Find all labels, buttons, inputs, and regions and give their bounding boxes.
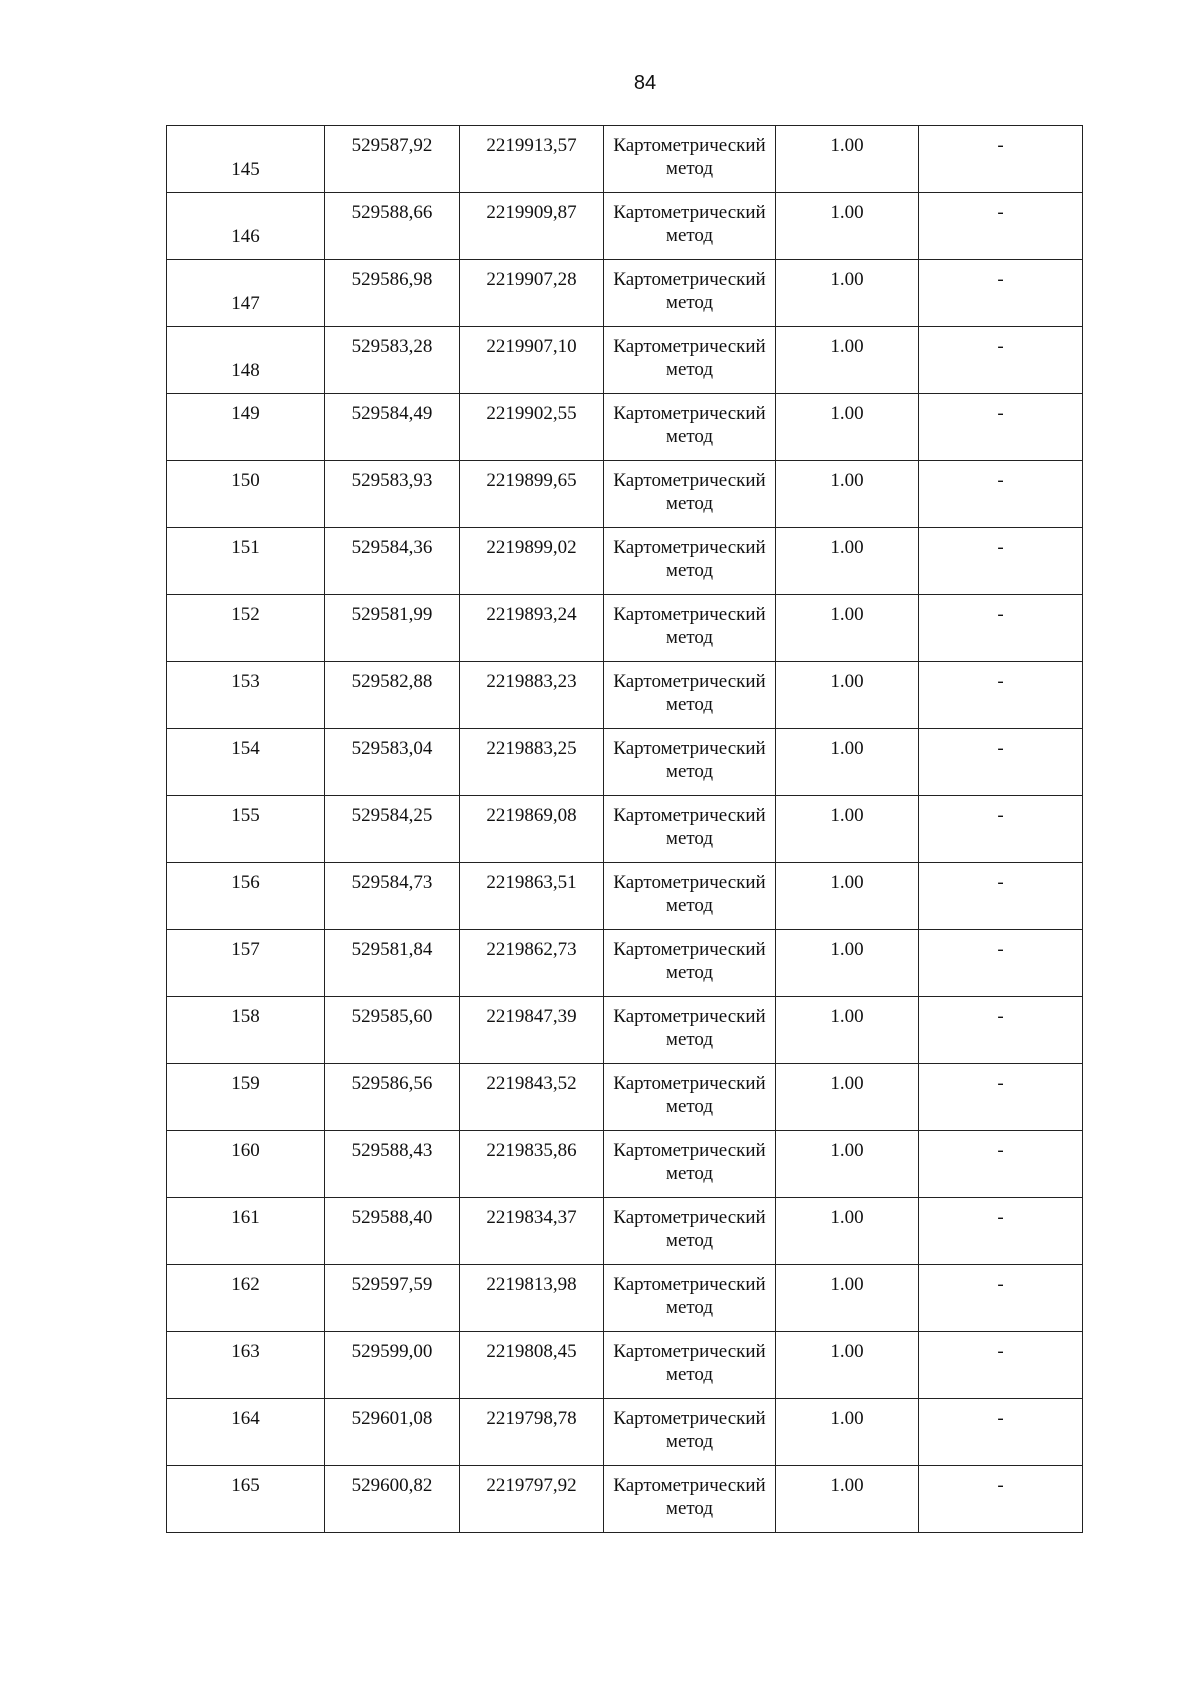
x-coordinate-cell: 529585,60 xyxy=(325,997,460,1064)
x-coordinate-cell: 529597,59 xyxy=(325,1265,460,1332)
method-cell: Картометрический метод xyxy=(604,394,776,461)
accuracy-cell: 1.00 xyxy=(776,327,919,394)
note-cell: - xyxy=(919,1265,1083,1332)
method-cell: Картометрический метод xyxy=(604,126,776,193)
table-row xyxy=(167,595,1083,662)
x-coordinate-cell: 529584,25 xyxy=(325,796,460,863)
note-cell: - xyxy=(919,126,1083,193)
accuracy-cell: 1.00 xyxy=(776,729,919,796)
point-number-cell: 152 xyxy=(167,595,325,662)
x-coordinate-cell: 529583,04 xyxy=(325,729,460,796)
method-cell: Картометрический метод xyxy=(604,930,776,997)
table-row xyxy=(167,528,1083,595)
note-cell: - xyxy=(919,1332,1083,1399)
x-coordinate-cell: 529599,00 xyxy=(325,1332,460,1399)
accuracy-cell: 1.00 xyxy=(776,1265,919,1332)
accuracy-cell: 1.00 xyxy=(776,997,919,1064)
x-coordinate-cell: 529600,82 xyxy=(325,1466,460,1533)
method-cell: Картометрический метод xyxy=(604,1332,776,1399)
table-row xyxy=(167,1064,1083,1131)
accuracy-cell: 1.00 xyxy=(776,1198,919,1265)
note-cell: - xyxy=(919,1399,1083,1466)
note-cell: - xyxy=(919,729,1083,796)
table-row xyxy=(167,193,1083,260)
method-cell: Картометрический метод xyxy=(604,327,776,394)
table-row xyxy=(167,1265,1083,1332)
x-coordinate-cell: 529588,40 xyxy=(325,1198,460,1265)
y-coordinate-cell: 2219883,23 xyxy=(460,662,604,729)
note-cell: - xyxy=(919,193,1083,260)
point-number-cell: 150 xyxy=(167,461,325,528)
table-row xyxy=(167,260,1083,327)
method-cell: Картометрический метод xyxy=(604,796,776,863)
accuracy-cell: 1.00 xyxy=(776,1332,919,1399)
accuracy-cell: 1.00 xyxy=(776,126,919,193)
y-coordinate-cell: 2219813,98 xyxy=(460,1265,604,1332)
note-cell: - xyxy=(919,796,1083,863)
x-coordinate-cell: 529584,73 xyxy=(325,863,460,930)
table-row xyxy=(167,729,1083,796)
note-cell: - xyxy=(919,260,1083,327)
y-coordinate-cell: 2219797,92 xyxy=(460,1466,604,1533)
note-cell: - xyxy=(919,394,1083,461)
method-cell: Картометрический метод xyxy=(604,595,776,662)
table-row xyxy=(167,796,1083,863)
method-cell: Картометрический метод xyxy=(604,1466,776,1533)
table-row xyxy=(167,126,1083,193)
point-number-cell: 147 xyxy=(167,260,325,327)
point-number-cell: 164 xyxy=(167,1399,325,1466)
note-cell: - xyxy=(919,595,1083,662)
table-row xyxy=(167,930,1083,997)
y-coordinate-cell: 2219869,08 xyxy=(460,796,604,863)
accuracy-cell: 1.00 xyxy=(776,1466,919,1533)
y-coordinate-cell: 2219902,55 xyxy=(460,394,604,461)
y-coordinate-cell: 2219863,51 xyxy=(460,863,604,930)
note-cell: - xyxy=(919,1466,1083,1533)
method-cell: Картометрический метод xyxy=(604,729,776,796)
y-coordinate-cell: 2219899,65 xyxy=(460,461,604,528)
accuracy-cell: 1.00 xyxy=(776,193,919,260)
note-cell: - xyxy=(919,1131,1083,1198)
method-cell: Картометрический метод xyxy=(604,1064,776,1131)
x-coordinate-cell: 529584,36 xyxy=(325,528,460,595)
note-cell: - xyxy=(919,997,1083,1064)
table-row xyxy=(167,327,1083,394)
table-row xyxy=(167,1332,1083,1399)
method-cell: Картометрический метод xyxy=(604,260,776,327)
table-row xyxy=(167,394,1083,461)
method-cell: Картометрический метод xyxy=(604,528,776,595)
y-coordinate-cell: 2219808,45 xyxy=(460,1332,604,1399)
table-row xyxy=(167,1399,1083,1466)
x-coordinate-cell: 529588,66 xyxy=(325,193,460,260)
accuracy-cell: 1.00 xyxy=(776,1399,919,1466)
coordinates-table xyxy=(166,125,1083,1533)
table-row xyxy=(167,461,1083,528)
x-coordinate-cell: 529581,99 xyxy=(325,595,460,662)
accuracy-cell: 1.00 xyxy=(776,1064,919,1131)
y-coordinate-cell: 2219843,52 xyxy=(460,1064,604,1131)
point-number-cell: 158 xyxy=(167,997,325,1064)
point-number-cell: 153 xyxy=(167,662,325,729)
x-coordinate-cell: 529583,28 xyxy=(325,327,460,394)
y-coordinate-cell: 2219798,78 xyxy=(460,1399,604,1466)
accuracy-cell: 1.00 xyxy=(776,863,919,930)
method-cell: Картометрический метод xyxy=(604,1198,776,1265)
table-row xyxy=(167,863,1083,930)
x-coordinate-cell: 529581,84 xyxy=(325,930,460,997)
coordinates-table-body xyxy=(167,126,1083,1533)
point-number-cell: 159 xyxy=(167,1064,325,1131)
accuracy-cell: 1.00 xyxy=(776,461,919,528)
method-cell: Картометрический метод xyxy=(604,1131,776,1198)
point-number-cell: 154 xyxy=(167,729,325,796)
point-number-cell: 149 xyxy=(167,394,325,461)
point-number-cell: 145 xyxy=(167,126,325,193)
note-cell: - xyxy=(919,863,1083,930)
x-coordinate-cell: 529587,92 xyxy=(325,126,460,193)
x-coordinate-cell: 529588,43 xyxy=(325,1131,460,1198)
note-cell: - xyxy=(919,1064,1083,1131)
point-number-cell: 156 xyxy=(167,863,325,930)
table-row xyxy=(167,1131,1083,1198)
accuracy-cell: 1.00 xyxy=(776,662,919,729)
table-row xyxy=(167,1466,1083,1533)
note-cell: - xyxy=(919,1198,1083,1265)
note-cell: - xyxy=(919,327,1083,394)
point-number-cell: 155 xyxy=(167,796,325,863)
table-row xyxy=(167,997,1083,1064)
point-number-cell: 157 xyxy=(167,930,325,997)
accuracy-cell: 1.00 xyxy=(776,394,919,461)
accuracy-cell: 1.00 xyxy=(776,595,919,662)
table-row xyxy=(167,1198,1083,1265)
method-cell: Картометрический метод xyxy=(604,863,776,930)
y-coordinate-cell: 2219883,25 xyxy=(460,729,604,796)
method-cell: Картометрический метод xyxy=(604,461,776,528)
method-cell: Картометрический метод xyxy=(604,1265,776,1332)
point-number-cell: 162 xyxy=(167,1265,325,1332)
method-cell: Картометрический метод xyxy=(604,1399,776,1466)
page-number: 84 xyxy=(633,72,657,94)
y-coordinate-cell: 2219909,87 xyxy=(460,193,604,260)
point-number-cell: 161 xyxy=(167,1198,325,1265)
x-coordinate-cell: 529586,56 xyxy=(325,1064,460,1131)
x-coordinate-cell: 529584,49 xyxy=(325,394,460,461)
accuracy-cell: 1.00 xyxy=(776,260,919,327)
y-coordinate-cell: 2219907,10 xyxy=(460,327,604,394)
point-number-cell: 148 xyxy=(167,327,325,394)
note-cell: - xyxy=(919,662,1083,729)
y-coordinate-cell: 2219907,28 xyxy=(460,260,604,327)
x-coordinate-cell: 529601,08 xyxy=(325,1399,460,1466)
accuracy-cell: 1.00 xyxy=(776,528,919,595)
accuracy-cell: 1.00 xyxy=(776,930,919,997)
y-coordinate-cell: 2219834,37 xyxy=(460,1198,604,1265)
note-cell: - xyxy=(919,930,1083,997)
x-coordinate-cell: 529586,98 xyxy=(325,260,460,327)
note-cell: - xyxy=(919,461,1083,528)
note-cell: - xyxy=(919,528,1083,595)
y-coordinate-cell: 2219893,24 xyxy=(460,595,604,662)
point-number-cell: 163 xyxy=(167,1332,325,1399)
y-coordinate-cell: 2219862,73 xyxy=(460,930,604,997)
point-number-cell: 165 xyxy=(167,1466,325,1533)
point-number-cell: 151 xyxy=(167,528,325,595)
method-cell: Картометрический метод xyxy=(604,662,776,729)
table-row xyxy=(167,662,1083,729)
method-cell: Картометрический метод xyxy=(604,997,776,1064)
point-number-cell: 160 xyxy=(167,1131,325,1198)
y-coordinate-cell: 2219847,39 xyxy=(460,997,604,1064)
method-cell: Картометрический метод xyxy=(604,193,776,260)
x-coordinate-cell: 529583,93 xyxy=(325,461,460,528)
point-number-cell: 146 xyxy=(167,193,325,260)
x-coordinate-cell: 529582,88 xyxy=(325,662,460,729)
y-coordinate-cell: 2219913,57 xyxy=(460,126,604,193)
y-coordinate-cell: 2219899,02 xyxy=(460,528,604,595)
accuracy-cell: 1.00 xyxy=(776,1131,919,1198)
y-coordinate-cell: 2219835,86 xyxy=(460,1131,604,1198)
accuracy-cell: 1.00 xyxy=(776,796,919,863)
